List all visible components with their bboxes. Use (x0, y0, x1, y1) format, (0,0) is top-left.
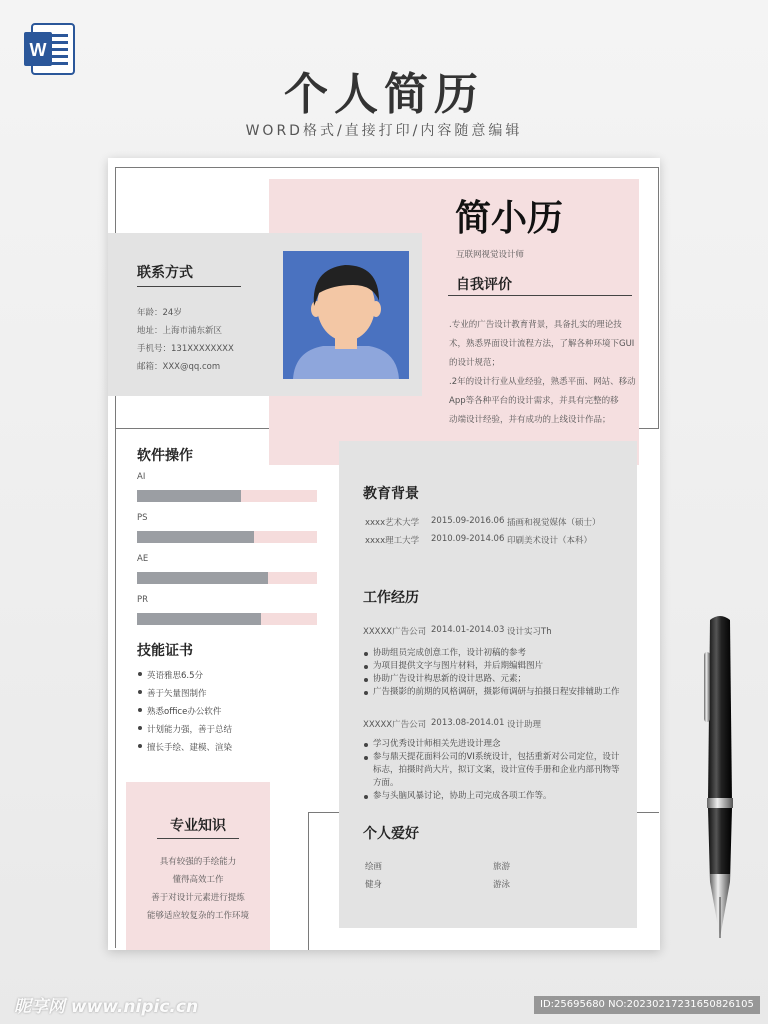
list-item: 懂得高效工作 (172, 875, 224, 885)
contact-address: 地址：上海市浦东新区 (137, 326, 223, 336)
hobby-item: 旅游 (493, 862, 511, 872)
knowledge-divider (157, 838, 239, 839)
software-label: AE (137, 554, 149, 564)
skill-bar (137, 613, 317, 625)
self-eval-divider (448, 295, 632, 296)
edu-period: 2015.09-2016.06 (431, 516, 505, 526)
self-eval-text (449, 316, 639, 430)
knowledge-list (126, 853, 270, 925)
skill-bar-fill (137, 613, 261, 625)
software-label: PR (137, 595, 149, 605)
education-table (365, 516, 625, 552)
edu-major: 印刷美术设计（本科） (507, 536, 593, 546)
table-row (365, 534, 625, 552)
job-duties (363, 647, 625, 699)
contact-list (137, 304, 234, 376)
list-item: 善于矢量图制作 (137, 685, 317, 703)
resume-page (108, 158, 660, 950)
resume-name: 简小历 (455, 198, 564, 239)
self-eval-line: 术，熟悉界面设计流程方法，了解各种环境下GUI (449, 339, 635, 349)
edu-period: 2010.09-2014.06 (431, 534, 505, 544)
list-item: 广告摄影的前期的风格调研，摄影师调研与拍摄日程安排辅助工作 (363, 686, 625, 699)
contact-divider (137, 286, 241, 287)
list-item: 学习优秀设计师相关先进设计理念 (363, 738, 625, 751)
job-role: 设计助理 (507, 720, 542, 730)
list-item: 为项目提供文字与图片材料，并后期编辑图片 (363, 660, 625, 673)
list-item: 参与鼎天提花面料公司的VI系统设计，包括重新对公司定位，设计标志，拍摄时尚大片，拟订文案，设计宣传手册和企业内部刊物等方面。 (363, 751, 625, 790)
job-header (363, 625, 625, 641)
list-item: 善于对设计元素进行提炼 (151, 893, 245, 903)
list-item: 英语雅思6.5分 (137, 667, 317, 685)
page-subtitle: WORD格式/直接打印/内容随意编辑 (245, 123, 523, 139)
hobbies-heading: 个人爱好 (363, 826, 419, 842)
list-item: 能够适应较复杂的工作环境 (146, 911, 249, 921)
hobby-item: 健身 (365, 880, 383, 890)
list-item: 参与头脑风暴讨论，协助上司完成各项工作等。 (363, 790, 625, 803)
table-row (365, 516, 625, 534)
self-eval-line: 动端设计经验，并有成功的上线设计作品； (449, 415, 611, 425)
contact-heading: 联系方式 (137, 265, 193, 281)
software-list (137, 472, 317, 625)
skills-list (137, 667, 317, 757)
job-title: 互联网视觉设计师 (456, 250, 525, 260)
list-item: 协助组员完成创意工作，设计初稿的参考 (363, 647, 625, 660)
page-title: 个人简历 (284, 69, 484, 120)
list-item: 具有较强的手绘能力 (159, 857, 237, 867)
job-duties (363, 738, 625, 803)
pen-icon (690, 612, 746, 942)
job-company: XXXXX广告公司 (363, 720, 427, 730)
self-eval-line: 的设计规范； (449, 358, 501, 368)
contact-phone: 手机号：131XXXXXXXX (137, 344, 234, 354)
site-watermark: 昵享网 www.nipic.cn (14, 997, 199, 1017)
contact-age: 年龄：24岁 (137, 308, 182, 318)
list-item: 擅长手绘、建模、渲染 (137, 739, 317, 757)
list-item: 计划能力强，善于总结 (137, 721, 317, 739)
software-heading: 软件操作 (137, 448, 193, 464)
hobby-item: 绘画 (365, 862, 383, 872)
software-label: PS (137, 513, 148, 523)
skill-bar (137, 490, 317, 502)
edu-school: xxxx艺术大学 (365, 518, 420, 528)
edu-major: 插画和视觉媒体（硕士） (507, 518, 601, 528)
self-eval-heading: 自我评价 (456, 277, 512, 293)
job-header (363, 718, 625, 734)
software-label: AI (137, 472, 146, 482)
knowledge-heading: 专业知识 (170, 818, 226, 834)
hobby-item: 游泳 (493, 880, 511, 890)
list-item: 熟悉office办公软件 (137, 703, 317, 721)
self-eval-line: App等各种平台的设计需求，并具有完整的移 (449, 396, 619, 406)
education-heading: 教育背景 (363, 486, 419, 502)
skill-bar (137, 531, 317, 543)
skill-bar-fill (137, 531, 254, 543)
work-job (363, 625, 625, 699)
self-eval-line: .专业的广告设计教育背景，具备扎实的理论技 (449, 320, 622, 330)
job-role: 设计实习Th (507, 627, 552, 637)
work-heading: 工作经历 (363, 590, 419, 606)
hobbies-list (365, 860, 605, 890)
skills-heading: 技能证书 (137, 643, 193, 659)
job-period: 2013.08-2014.01 (431, 718, 505, 728)
self-eval-line: .2年的设计行业从业经验，熟悉平面、网站、移动 (449, 377, 636, 387)
image-id-badge: ID:25695680 NO:20230217231650826105 (534, 996, 760, 1014)
list-item: 协助广告设计构思新的设计思路、元素； (363, 673, 625, 686)
contact-email: 邮箱：XXX@qq.com (137, 362, 221, 372)
skill-bar (137, 572, 317, 584)
work-job (363, 718, 625, 803)
svg-text:W: W (29, 40, 47, 60)
edu-school: xxxx理工大学 (365, 536, 420, 546)
avatar-illustration (283, 251, 409, 379)
skill-bar-fill (137, 572, 268, 584)
job-company: XXXXX广告公司 (363, 627, 427, 637)
job-period: 2014.01-2014.03 (431, 625, 505, 635)
skill-bar-fill (137, 490, 241, 502)
